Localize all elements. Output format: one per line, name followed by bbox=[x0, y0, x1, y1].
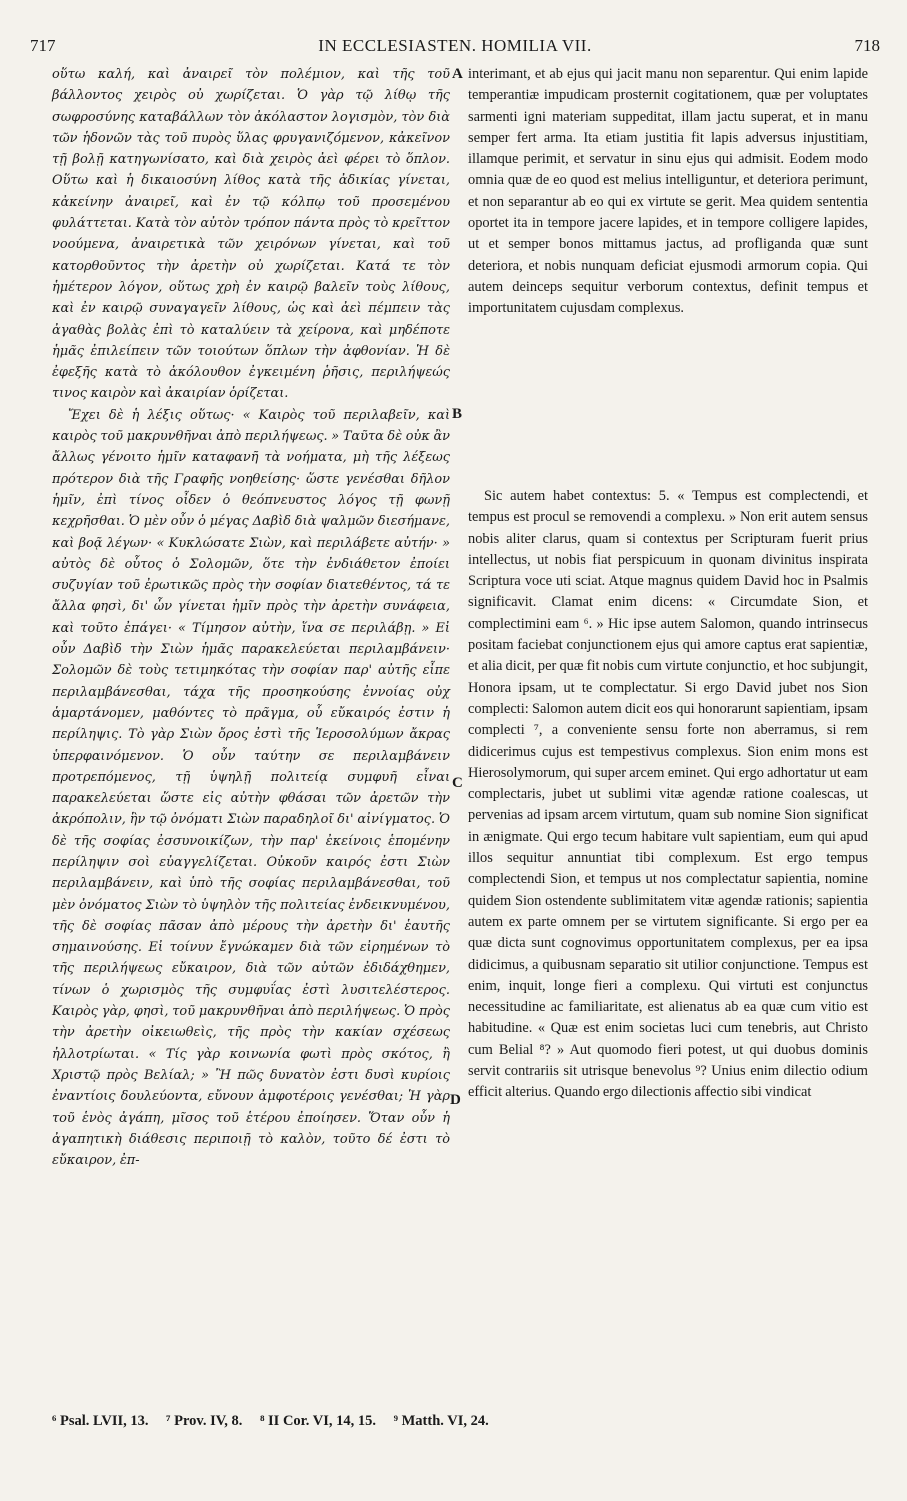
footnote-7: ⁷ Prov. IV, 8. bbox=[166, 1413, 243, 1429]
page-number-left: 717 bbox=[30, 36, 56, 55]
section-marker-a: A bbox=[452, 66, 463, 82]
latin-paragraph-1: interimant, et ab ejus qui jacit manu non separentur. Qui enim lapide temperantiæ impudicam prosternit cogitationem, quæ per voluptates sarmenti igni materiam suppeditat, illam jactu superat, et in manu semper fert arma. Ita etiam justitia fit lapis adversus injustitiam, illamque perimit, et servatur in sinu ejus qui admisit. Eodem modo omnia quæ de eo quod est melius intelliguntur, et deteriora perimunt, et non separantur ab eo qui ex virtute se gerit. Mea quidem sententia oportet ita in tempore jacere lapides, et in tempore colligere lapides, ut et semper bonos mittamus jactus, ad profliganda quæ sunt deteriora, et nobis nunquam deficiat ejusmodi armorum copia. Qui autem deinceps sequitur verborum contextus, definit tempus et importunitatem cujusdam complexus. bbox=[468, 66, 868, 317]
footnote-9: ⁹ Matth. VI, 24. bbox=[393, 1413, 489, 1429]
section-marker-c: C bbox=[452, 775, 463, 791]
footnote-6: ⁶ Psal. LVII, 13. bbox=[52, 1413, 149, 1429]
greek-paragraph-2: Ἔχει δὲ ἡ λέξις οὕτως· « Καιρὸς τοῦ περιλαβεῖν, καὶ καιρὸς τοῦ μακρυνθῆναι ἀπὸ περιλήψεως. » Ταῦτα δὲ οὐκ ἂν ἄλλως γένοιτο ἡμῖν καταφανῆ τὰ νοήματα, μὴ τῆς λέξεως πρότερον διὰ τῆς Γραφῆς νοηθείσης· ὥστε γενέσθαι δῆλον ἡμῖν, ἐπὶ τίνος οἶδεν ὁ θεόπνευστος λόγος τῇ φωνῇ κεχρῆσθαι. Ὁ μὲν οὖν ὁ μέγας Δαβὶδ διὰ ψαλμῶν διεσήμανε, καὶ βοᾷ λέγων· « Κυκλώσατε Σιὼν, καὶ περιλάβετε αὐτήν· » αὐτὸς δὲ οὗτος ὁ Σολομῶν, ὅτε τὴν ἐνδιάθετον ἐποίει συζυγίαν τοῦ ἐρωτικῶς πρὸς τὴν σοφίαν διατεθέντος, τά τε ἄλλα φησὶ, δι' ὧν γίνεται ἡμῖν πρὸς τὴν ἀρετὴν συνάφεια, καὶ τοῦτο ἐπάγει· « Τίμησον αὐτὴν, ἵνα σε περιλάβῃ. » Εἰ οὖν Δαβὶδ τὴν Σιὼν ἡμᾶς παρακελεύεται περιλαμβάνειν· Σολομῶν δὲ τοὺς τετιμηκότας τὴν σοφίαν παρ' αὐτῆς εἶπε περιλαμβάνεσθαι, τάχα τῆς προσηκούσης ἐννοίας οὐχ ἁμαρτάνομεν, μαθόντες τὸ πρᾶγμα, οὗ εὔκαιρός ἐστιν ἡ περίληψις. Τὸ γὰρ Σιὼν ὄρος ἐστὶ τῆς Ἱεροσολύμων ἄκρας ὑπερφαινόμενον. Ὁ οὖν ταύτην σε περιλαμβάνειν προτρεπόμενος, τῇ ὑψηλῇ πολιτείᾳ συμφυῆ εἶναι παρακελεύεται ὥστε εἰς αὐτὴν φθάσαι τῶν ἀρετῶν τὴν ἀκρόπολιν, ἣν τῷ ὀνόματι Σιὼν παραδηλοῖ δι' αἰνίγματος. Ὁ δὲ τῆς σοφίας ἐσσυνοικίζων, τὴν παρ' ἐκείνοις ἑπομένην περίληψιν σοὶ εὐαγγελίζεται. Οὐκοῦν καιρός ἐστι Σιὼν περιλαμβάνειν, καὶ ὑπὸ τῆς σοφίας περιλαμβάνεσθαι, τοῦ μὲν ὀνόματος Σιὼν τὸ ὑψηλὸν τῆς πολιτείας ἐνδεικνυμένου, τῆς δὲ σοφίας πᾶσαν ἀπὸ μέρους τὴν ἀρετὴν δι' ἑαυτῆς σημαινούσης. Εἰ τοίνυν ἔγνώκαμεν διὰ τῶν εἰρημένων τὸ τῆς περιλήψεως εὔκαιρον, διὰ τῶν αὐτῶν ἐδιδάχθημεν, τίνων ὁ χωρισμὸς τῆς συμφυΐας ἐστὶ λυσιτελέστερος. Καιρὸς γὰρ, φησὶ, τοῦ μακρυνθῆναι ἀπὸ περιλήψεως. Ὁ πρὸς τὴν ἀρετὴν οἰκειωθεὶς, τῆς πρὸς τὴν κακίαν σχέσεως ἠλλοτρίωται. « Τίς γὰρ κοινωνία φωτὶ πρὸς σκότος, ἢ Χριστῷ πρὸς Βελίαλ; » Ἢ πῶς δυνατὸν ἐστι δυσὶ κυρίοις ἐναντίοις δουλεύοντα, εὔνουν ἀμφοτέροις γενέσθαι; Ἡ γὰρ τοῦ ἑνὸς ἀγάπη, μῖσος τοῦ ἑτέρου ἐποίησεν. Ὅταν οὖν ἡ ἀγαπητικὴ διάθεσις περιποιῇ τὸ καλὸν, τοῦτο δέ ἐστι τὸ εὔκαιρον, ἐπ- bbox=[52, 407, 450, 1169]
running-header bbox=[30, 36, 880, 60]
greek-column bbox=[52, 64, 450, 1171]
greek-paragraph-1: οὕτω καλή, καὶ ἀναιρεῖ τὸν πολέμιον, καὶ τῆς τοῦ βάλλοντος χειρὸς οὐ χωρίζεται. Ὁ γὰρ τῷ λίθῳ τῆς σωφροσύνης καταβάλλων τὸν ἀκόλαστον λογισμὸν, τὸν διὰ τῶν ἡδονῶν τὰς τοῦ πυρὸς ὕλας φρυγανιζόμενον, κἀκεῖνον τῇ βολῇ κατηγωνίσατο, καὶ διὰ χειρὸς ἀεὶ φέρει τὸ ὅπλον. Οὕτω καὶ ἡ δικαιοσύνη λίθος κατὰ τῆς ἀδικίας γίνεται, κἀκείνην ἀναιρεῖ, καὶ ἐν τῷ κόλπῳ τοῦ προσεμένου φυλάττεται. Κατὰ τὸν αὐτὸν τρόπον πάντα πρὸς τὸ κρεῖττον νοούμενα, ἀναιρετικὰ τῶν χειρόνων γίνεται, καὶ τοῦ κατορθοῦντος τὴν ἀρετὴν οὐ χωρίζεται. Κατά τε τὸν ἡμέτερον λόγον, οὕτως χρὴ ἐν καιρῷ βαλεῖν τοὺς λίθους, καὶ ἐν καιρῷ συναγαγεῖν λίθους, ὡς καὶ ἀεὶ πέμπειν τὰς ἀγαθὰς βολὰς ἐπὶ τὸ καταλύειν τὰ χείρονα, καὶ μηδέποτε ἡμᾶς ἐπιλείπειν τῶν τοιούτων ὅπλων τὴν ἀφθονίαν. Ἡ δὲ ἐφεξῆς κατὰ τὸ ἀκόλουθον ἐγκειμένη ῥῆσις, περιλήψεώς τινος καιρὸν καὶ ἀκαιρίαν ὁρίζεται. bbox=[52, 67, 450, 402]
section-marker-b: B bbox=[452, 406, 463, 422]
latin-column-upper bbox=[468, 64, 868, 320]
footnotes bbox=[52, 1413, 872, 1430]
page-number-right: 718 bbox=[854, 36, 880, 55]
section-marker-d: D bbox=[450, 1092, 461, 1108]
running-title: IN ECCLESIASTEN. HOMILIA VII. bbox=[318, 36, 592, 55]
footnote-8: ⁸ II Cor. VI, 14, 15. bbox=[260, 1413, 376, 1429]
latin-column-lower bbox=[468, 486, 868, 1104]
latin-paragraph-2: Sic autem habet contextus: 5. « Tempus est complectendi, et tempus est procul se removendi a complexu. » Non erit autem sensus nobis aliter clarus, quam si contextus per Scripturam fuerit prius intellectus, ut nobis fiat perspicuum in quonam divinitus inspirata Scriptura voce uti sciat. Atque magnus quidem David hoc in Psalmis significavit. Clamat enim dicens: « Circumdate Sion, et complectimini eam ⁶. » Hic ipse autem Salomon, quando intrinsecus positam faciebat conjunctionem ejus qui amore captus erat sapientiæ, et alia dicit, per quæ fit nobis cum virtute conjunctio, et hoc subjungit, Honora ipsam, ut te complectatur. Si ergo David jubet nos Sion complecti: Salomon autem dicit eos qui honorarunt sapientiam, ipsam complecti ⁷, a conveniente sensu forte non aberramus, si rem didicerimus cujus est tempestivus complexus. Sion enim mons est Hierosolymorum, qui super arcem eminet. Qui ergo adhortatur ut eam complectaris, jubet ut sublimi vitæ agendæ ratione coalescas, ut pervenias ad ipsam arcem virtutum, quam sub nomine Sion significat in ænigmate. Qui ergo tecum habitare vult sapientiam, eum qui apud illos sequitur annuntiat tibi complexum. Est ergo tempus complectendi Sion, et tempus ut nos complectatur sapientia, nomine quidem Sion ostendente sublimitatem vitæ agendæ rationis; sapientia autem ex parte omnem per se virtutem significante. Si ergo per ea quæ dicta sunt cognovimus opportunitatem complexus, per ea ipsa didicimus, a quibusnam separatio sit utilior conjunctione. Tempus est enim, inquit, longe fieri a complexu. Qui virtuti est conjunctus necessitudine ac familiaritate, est alienatus ab ea quæ cum vitio est habitudine. « Quæ est enim societas luci cum tenebris, aut Christo cum Belial ⁸? » Aut quomodo fieri potest, ut qui duobus dominis servit contrariis sit utrisque benevolus ⁹? Unius enim dilectio odium efficit alterius. Quando ergo dilectionis affectio sibi vindicat bbox=[468, 488, 868, 1101]
